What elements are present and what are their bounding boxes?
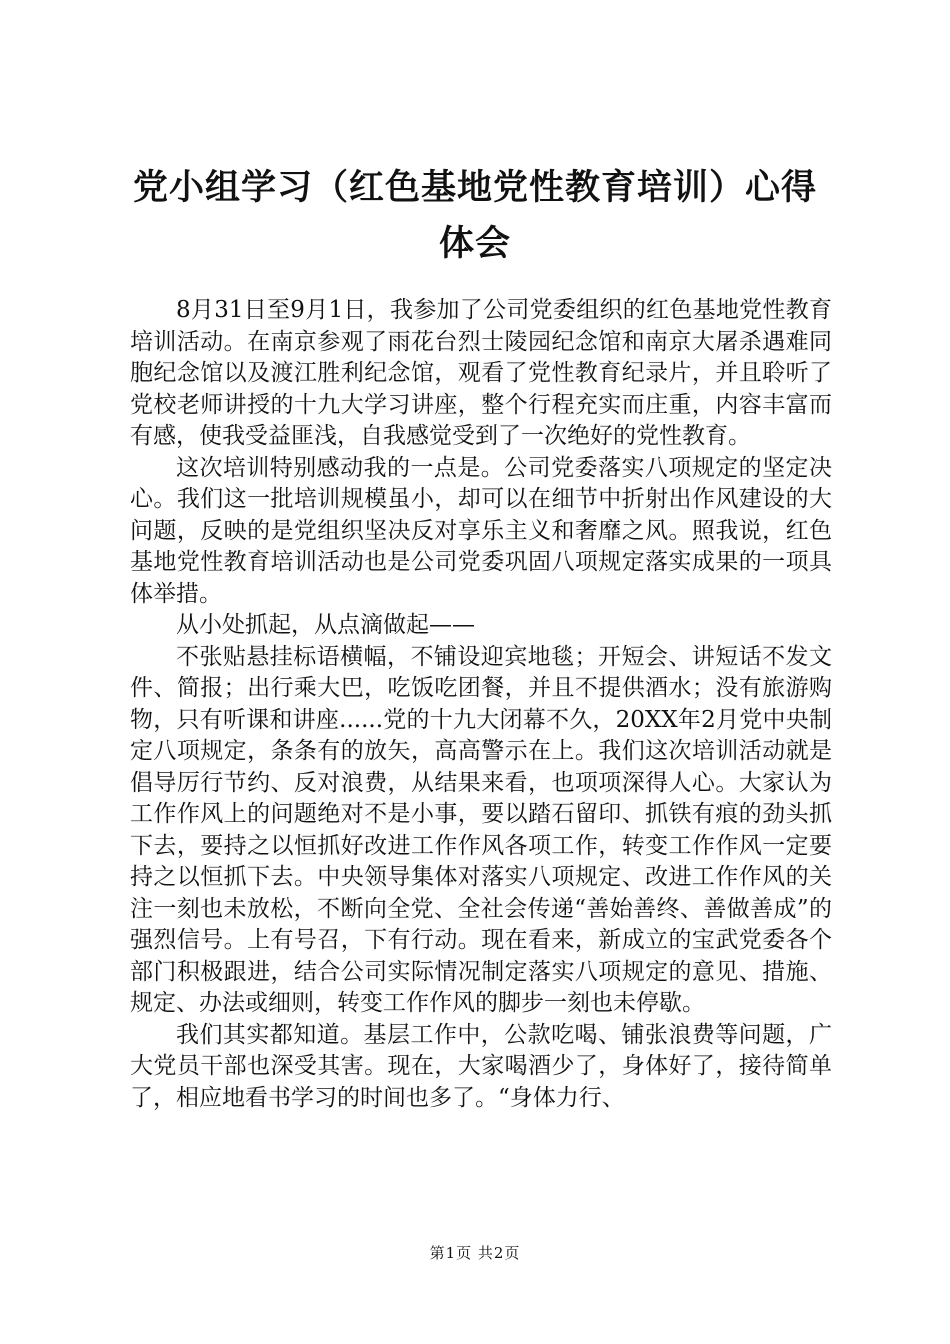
page-footer: 第1页 共2页 bbox=[429, 1244, 521, 1262]
paragraph-1: 8月31日至9月1日，我参加了公司党委组织的红色基地党性教育培训活动。在南京参观了雨花台烈士陵园纪念馆和南京大屠杀遇难同胞纪念馆以及渡江胜利纪念馆，观看了党性教育纪录片，并且聆听了党校老师讲授的十九大学习讲座，整个行程充实而庄重，内容丰富而有感，使我受益匪浅，自我感觉受到了一次绝好的党性教育。 bbox=[130, 297, 832, 449]
document-title: 党小组学习（红色基地党性教育培训）心得体会 bbox=[132, 168, 817, 264]
paragraph-5: 我们其实都知道。基层工作中，公款吃喝、铺张浪费等问题，广大党员干部也深受其害。现在，大家喝酒少了，身体好了，接待简单了，相应地看书学习的时间也多了。“身体力行、 bbox=[130, 1021, 832, 1111]
paragraph-2: 这次培训特别感动我的一点是。公司党委落实八项规定的坚定决心。我们这一批培训规模虽小，却可以在细节中折射出作风建设的大问题，反映的是党组织坚决反对享乐主义和奢靡之风。照我说，红色基地党性教育培训活动也是公司党委巩固八项规定落实成果的一项具体举措。 bbox=[130, 454, 832, 607]
paragraph-3: 从小处抓起，从点滴做起—— bbox=[176, 612, 475, 638]
document-body bbox=[130, 295, 832, 1114]
paragraph-4: 不张贴悬挂标语横幅，不铺设迎宾地毯；开短会、讲短话不发文件、简报；出行乘大巴，吃饭吃团餐，并且不提供酒水；没有旅游购物，只有听课和讲座......党的十九大闭幕不久，20XX年2月党中央制定八项规定，条条有的放矢，高高警示在上。我们这次培训活动就是倡导厉行节约、反对浪费，从结果来看，也项项深得人心。大家认为工作作风上的问题绝对不是小事，要以踏石留印、抓铁有痕的劲头抓下去，要持之以恒抓好改进工作作风各项工作，转变工作作风一定要持之以恒抓下去。中央领导集体对落实八项规定、改进工作作风的关注一刻也未放松，不断向全党、全社会传递“善始善终、善做善成”的强烈信号。上有号召，下有行动。现在看来，新成立的宝武党委各个部门积极跟进，结合公司实际情况制定落实八项规定的意见、措施、规定、办法或细则，转变工作作风的脚步一刻也未停歇。 bbox=[130, 643, 832, 1016]
